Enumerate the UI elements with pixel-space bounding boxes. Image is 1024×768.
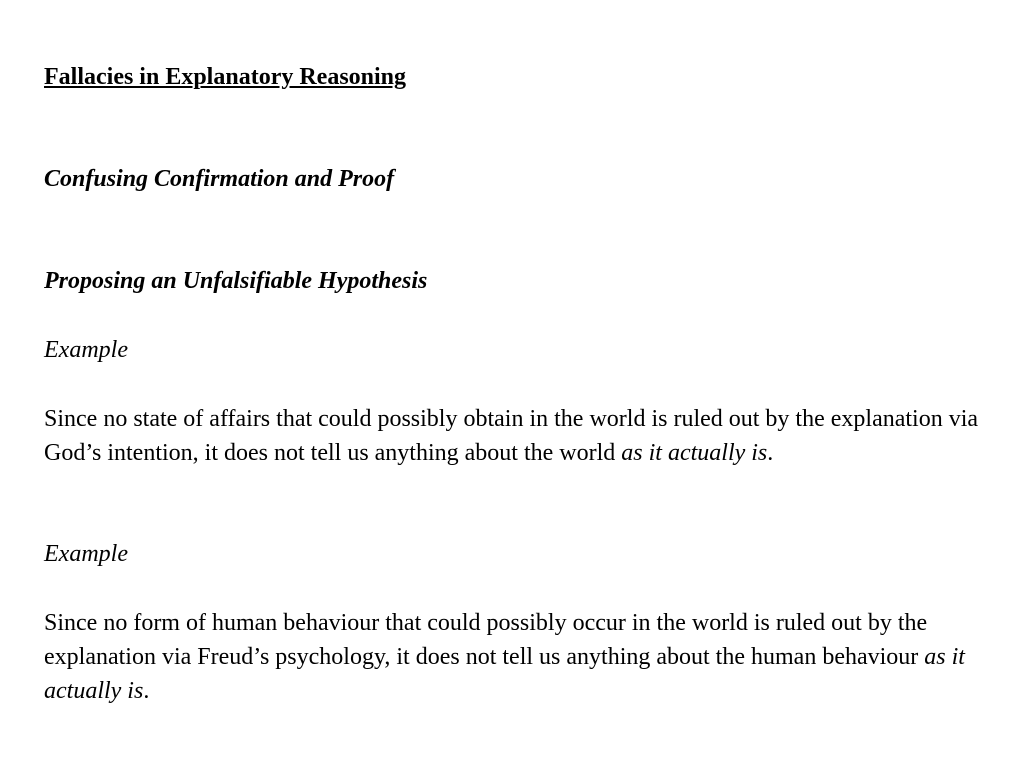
section-heading-confirmation: Confusing Confirmation and Proof	[44, 166, 395, 192]
page-title: Fallacies in Explanatory Reasoning	[44, 64, 407, 90]
example-label: Example	[44, 541, 128, 567]
section-heading-unfalsifiable: Proposing an Unfalsifiable Hypothesis	[44, 268, 428, 294]
example-text: Since no state of affairs that could possibly obtain in the world is ruled out by the explanation via God’s intention, it does not tell us anything about the world	[44, 406, 979, 466]
example-emphasis: as it actually is	[621, 440, 768, 466]
example-text-end: .	[143, 678, 150, 704]
example-label: Example	[44, 337, 128, 363]
example-text-end: .	[767, 440, 774, 466]
example-paragraph	[44, 402, 984, 470]
example-text: Since no form of human behaviour that could possibly occur in the world is ruled out by the explanation via Freud’s psychology, it does not tell us anything about the human behaviour	[44, 610, 928, 670]
example-paragraph	[44, 606, 984, 708]
example-emphasis: as it actually is	[44, 644, 965, 704]
